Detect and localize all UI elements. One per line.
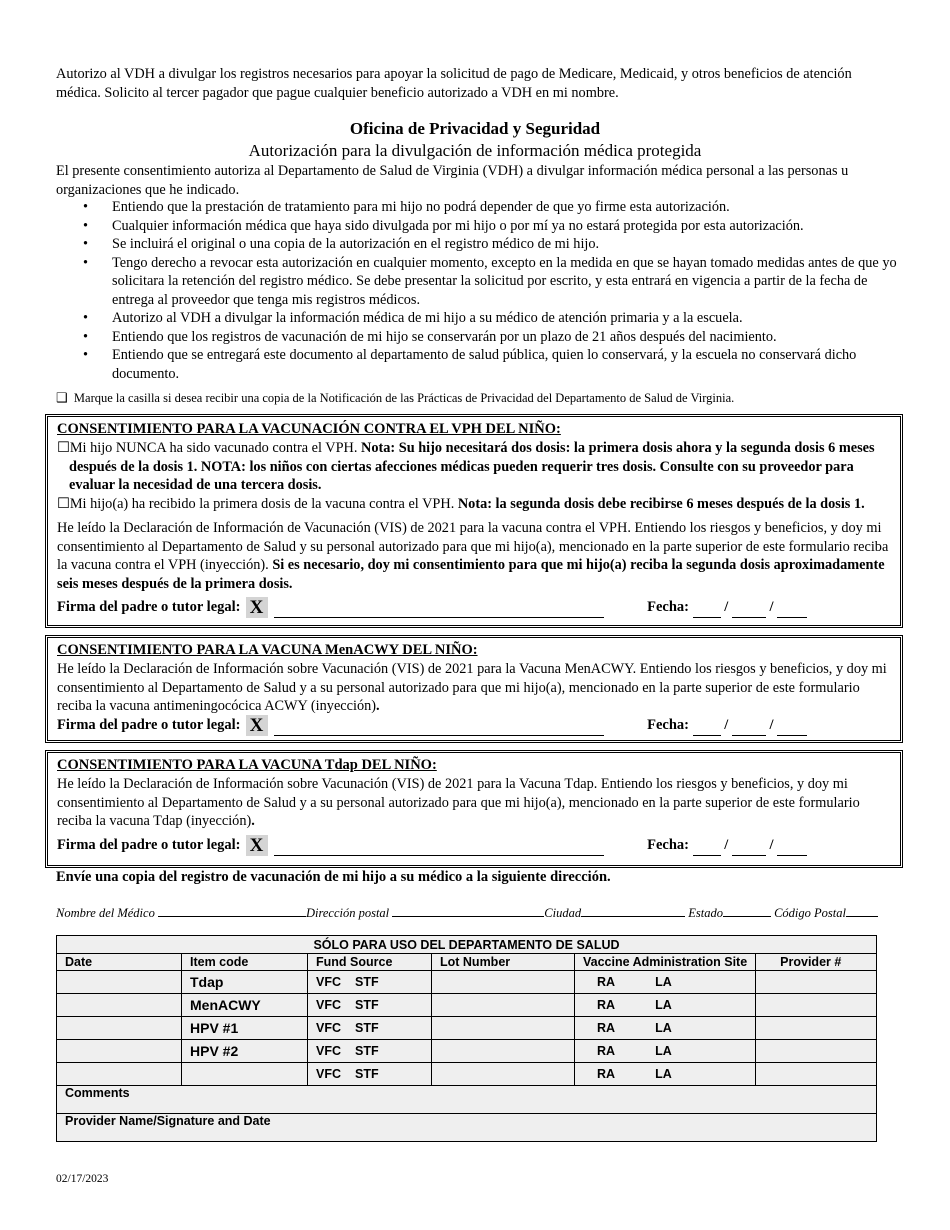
hpv-date-day[interactable] — [732, 603, 766, 618]
table-row — [57, 1040, 877, 1063]
signature-x-mark: X — [246, 835, 268, 856]
date-cell[interactable] — [57, 1040, 182, 1063]
provider-cell[interactable] — [756, 1040, 877, 1063]
lot-number-cell[interactable] — [432, 1063, 575, 1086]
list-item: • Tengo derecho a revocar esta autorización en cualquier momento, excepto en la medida en que se hayan tomado medidas antes de que yo solicitara la retención del registro médico. Se debe presentar la solicitud por escrito, y esta entrará en vigencia a partir de la fecha de entrega al proveedor que tenga mis registros médicos. — [83, 254, 897, 308]
city-field[interactable] — [581, 905, 685, 917]
authorization-intro: Autorizo al VDH a divulgar los registros necesarios para apoyar la solicitud de pago de Medicare, Medicaid, y otros beneficios de atención médica. Solicito al tercer pagador que pague cualquier beneficio autorizado a VDH en mi nombre. — [56, 66, 852, 101]
hpv-never-checkbox[interactable]: ☐ — [57, 440, 70, 456]
state-field[interactable] — [723, 905, 771, 917]
hpv-signature-line[interactable] — [274, 603, 604, 618]
menacwy-consent-section — [45, 635, 903, 743]
consent-statement: El presente consentimiento autoriza al Departamento de Salud de Virginia (VDH) a divulgar información médica personal a las personas u organizaciones que he indicado. — [56, 163, 849, 198]
table-row — [57, 1017, 877, 1040]
list-item: • Se incluirá el original o una copia de la autorización en el registro médico de mi hijo. — [83, 236, 600, 252]
list-item: • Entiendo que se entregará este documento al departamento de salud pública, quien lo conservará, y la escuela no conservará dicho documento. — [83, 347, 857, 382]
item-code-cell: HPV #2 — [182, 1040, 308, 1063]
comments-field[interactable]: Comments — [57, 1086, 877, 1114]
column-header-fund-source: Fund Source — [308, 954, 432, 971]
privacy-notice-checkbox[interactable]: ❑ — [56, 390, 68, 405]
doctor-name-field[interactable] — [158, 905, 306, 917]
hpv-signature-row: Firma del padre o tutor legal: X Fecha: / / — [57, 597, 807, 618]
admin-site-cell[interactable]: RA LA — [575, 994, 756, 1017]
form-revision-date: 02/17/2023 — [56, 1173, 109, 1185]
list-item: • Entiendo que los registros de vacunación de mi hijo se conservarán por un plazo de 21 años después del nacimiento. — [83, 328, 777, 345]
column-header-provider: Provider # — [756, 954, 877, 971]
hpv-first-dose-checkbox[interactable]: ☐ — [57, 495, 70, 512]
tdap-date-year[interactable] — [777, 841, 807, 856]
signature-x-mark: X — [246, 715, 268, 736]
lot-number-cell[interactable] — [432, 1040, 575, 1063]
fund-source-cell[interactable]: VFC STF — [308, 994, 432, 1017]
tdap-signature-line[interactable] — [274, 841, 604, 856]
tdap-date-month[interactable] — [693, 841, 721, 856]
lot-number-cell[interactable] — [432, 994, 575, 1017]
column-header-admin-site: Vaccine Administration Site — [575, 954, 756, 971]
admin-site-cell[interactable]: RA LA — [575, 1040, 756, 1063]
menacwy-consent-body: He leído la Declaración de Información sobre Vacunación (VIS) de 2021 para la Vacuna MenACWY. Entiendo los riesgos y beneficios, y doy mi consentimiento al Departamento de Salud y a su personal autorizado para que mi hijo(a), mencionado en la parte superior de este formulario reciba la vacuna antimeningocócica ACWY (inyección). — [57, 661, 887, 714]
tdap-consent-title: CONSENTIMIENTO PARA LA VACUNA Tdap DEL NIÑO: — [57, 757, 437, 773]
hpv-consent-section — [45, 414, 903, 628]
provider-signature-field[interactable]: Provider Name/Signature and Date — [57, 1114, 877, 1142]
fund-source-cell[interactable]: VFC STF — [308, 1017, 432, 1040]
date-cell[interactable] — [57, 1063, 182, 1086]
tdap-signature-row: Firma del padre o tutor legal: X Fecha: / / — [57, 835, 807, 856]
table-row — [57, 994, 877, 1017]
menacwy-date-day[interactable] — [732, 721, 766, 736]
zip-code-field[interactable] — [846, 905, 878, 917]
admin-site-cell[interactable]: RA LA — [575, 971, 756, 994]
list-item: • Entiendo que la prestación de tratamiento para mi hijo no podrá depender de que yo firme esta autorización. — [83, 199, 730, 215]
item-code-cell: Tdap — [182, 971, 308, 994]
privacy-notice-option — [56, 390, 734, 406]
doctor-address-row: Nombre del Médico Dirección postal Ciudad Estado Código Postal — [56, 905, 878, 921]
column-header-item-code: Item code — [182, 954, 308, 971]
menacwy-consent-title: CONSENTIMIENTO PARA LA VACUNA MenACWY DEL NIÑO: — [57, 642, 478, 658]
menacwy-signature-line[interactable] — [274, 721, 604, 736]
tdap-consent-body: He leído la Declaración de Información sobre Vacunación (VIS) de 2021 para la Vacuna Tdap. Entiendo los riesgos y beneficios, y doy mi consentimiento al Departamento de Salud y a su personal autorizado para que mi hijo(a), mencionado en la parte superior de este formulario reciba la vacuna Tdap (inyección). — [57, 776, 860, 829]
item-code-cell: HPV #1 — [182, 1017, 308, 1040]
date-cell[interactable] — [57, 994, 182, 1017]
list-item: • Cualquier información médica que haya sido divulgada por mi hijo o por mí ya no estará protegida por esta autorización. — [83, 217, 804, 234]
postal-address-field[interactable] — [392, 905, 544, 917]
admin-site-cell[interactable]: RA LA — [575, 1017, 756, 1040]
menacwy-date-month[interactable] — [693, 721, 721, 736]
provider-cell[interactable] — [756, 1063, 877, 1086]
fund-source-cell[interactable]: VFC STF — [308, 1040, 432, 1063]
health-department-table — [56, 935, 877, 1142]
signature-x-mark: X — [246, 597, 268, 618]
menacwy-signature-row: Firma del padre o tutor legal: X Fecha: / / — [57, 715, 807, 736]
provider-cell[interactable] — [756, 994, 877, 1017]
health-table-title: SÓLO PARA USO DEL DEPARTAMENTO DE SALUD — [57, 936, 877, 954]
office-title: Oficina de Privacidad y Seguridad — [349, 119, 601, 138]
table-row — [57, 971, 877, 994]
hpv-option-never: ☐Mi hijo NUNCA ha sido vacunado contra el VPH. Nota: Su hijo necesitará dos dosis: la primera dosis ahora y la segunda dosis 6 meses después de la dosis 1. NOTA: los niños con ciertas afecciones médicas pueden requerir tres dosis. Consulte con su proveedor para evaluar la necesidad de una tercera dosis. — [57, 440, 875, 493]
provider-cell[interactable] — [756, 971, 877, 994]
terms-list — [56, 198, 906, 383]
menacwy-date-year[interactable] — [777, 721, 807, 736]
hpv-option-first-dose: ☐Mi hijo(a) ha recibido la primera dosis de la vacuna contra el VPH. Nota: la segunda dosis debe recibirse 6 meses después de la dosis 1. — [57, 495, 865, 512]
admin-site-cell[interactable]: RA LA — [575, 1063, 756, 1086]
item-code-cell[interactable] — [182, 1063, 308, 1086]
hpv-date-year[interactable] — [777, 603, 807, 618]
provider-cell[interactable] — [756, 1017, 877, 1040]
list-item: • Autorizo al VDH a divulgar la información médica de mi hijo a su médico de atención primaria y a la escuela. — [83, 310, 743, 326]
privacy-notice-label: Marque la casilla si desea recibir una copia de la Notificación de las Prácticas de Privacidad del Departamento de Salud de Virginia. — [73, 391, 735, 405]
fund-source-cell[interactable]: VFC STF — [308, 971, 432, 994]
hpv-consent-title: CONSENTIMIENTO PARA LA VACUNACIÓN CONTRA EL VPH DEL NIÑO: — [57, 421, 561, 437]
office-subtitle: Autorización para la divulgación de información médica protegida — [248, 141, 702, 160]
tdap-consent-section — [45, 750, 903, 868]
item-code-cell: MenACWY — [182, 994, 308, 1017]
hpv-consent-body: He leído la Declaración de Información de Vacunación (VIS) de 2021 para la vacuna contra el VPH. Entiendo los riesgos y beneficios, y doy mi consentimiento al Departamento de Salud y su personal autorizado para que mi hijo(a), mencionado en la parte superior de este formulario reciba la vacuna contra el VPH (inyección). Si es necesario, doy mi consentimiento para que mi hijo(a) reciba la segunda dosis aproximadamente seis meses después de la primera dosis. — [57, 520, 889, 592]
send-copy-instruction: Envíe una copia del registro de vacunación de mi hijo a su médico a la siguiente dirección. — [56, 869, 611, 885]
lot-number-cell[interactable] — [432, 971, 575, 994]
hpv-date-month[interactable] — [693, 603, 721, 618]
fund-source-cell[interactable]: VFC STF — [308, 1063, 432, 1086]
date-cell[interactable] — [57, 971, 182, 994]
tdap-date-day[interactable] — [732, 841, 766, 856]
column-header-date: Date — [57, 954, 182, 971]
date-cell[interactable] — [57, 1017, 182, 1040]
table-row — [57, 1063, 877, 1086]
column-header-lot-number: Lot Number — [432, 954, 575, 971]
lot-number-cell[interactable] — [432, 1017, 575, 1040]
